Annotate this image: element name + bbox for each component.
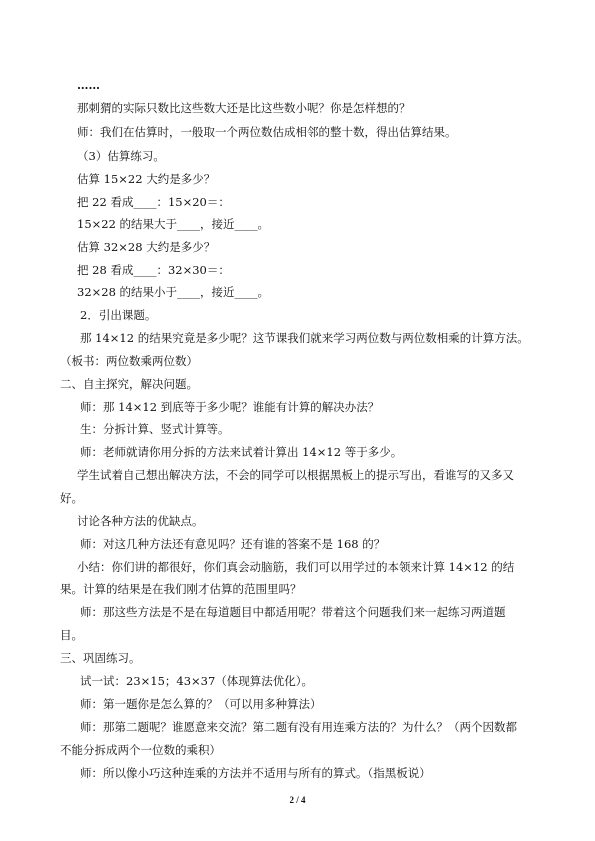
subsection-heading: （3）估算练习。 xyxy=(77,149,165,163)
ellipsis-line: …… xyxy=(77,78,100,92)
paragraph-line: 试一试：23×15；43×37（体现算法优化）。 xyxy=(80,674,314,688)
section-heading: 三、巩固练习。 xyxy=(60,651,141,665)
exercise-line: 把 22 看成____：15×20＝： xyxy=(77,195,230,209)
paragraph-line: 师：那这些方法是不是在每道题目中都适用呢？带着这个问题我们来一起练习两道题 xyxy=(80,605,506,619)
section-heading: 二、自主探究，解决问题。 xyxy=(60,377,198,391)
exercise-line: 估算 15×22 大约是多少？ xyxy=(77,172,216,186)
page-number: 2 / 4 xyxy=(289,795,306,805)
paragraph-line: 不能分拆成两个一位数的乘积） xyxy=(60,743,221,757)
paragraph-line: （板书：两位数乘两位数） xyxy=(60,354,198,368)
exercise-line: 把 28 看成____：32×30＝： xyxy=(77,263,230,277)
paragraph-line: 讨论各种方法的优缺点。 xyxy=(77,514,204,528)
paragraph-line: 小结：你们讲的都很好，你们真会动脑筋，我们可以用学过的本领来计算 14×12 的结 xyxy=(77,560,515,574)
paragraph-line: 果。计算的结果是在我们刚才估算的范围里吗？ xyxy=(60,582,302,596)
paragraph-line: 学生试着自己想出解决方法，不会的同学可以根据黑板上的提示写出，看谁写的又多又 xyxy=(77,468,514,482)
paragraph-line: 师：我们在估算时，一般取一个两位数估成相邻的整十数，得出估算结果。 xyxy=(77,125,457,139)
paragraph-line: 生：分拆计算、竖式计算等。 xyxy=(80,422,230,436)
exercise-line: 估算 32×28 大约是多少？ xyxy=(77,240,216,254)
paragraph-line: 那刺猬的实际只数比这些数大还是比这些数小呢？你是怎样想的？ xyxy=(77,101,411,115)
subsection-heading: 2．引出课题。 xyxy=(80,308,157,322)
paragraph-line: 师：对这几种方法还有意见吗？还有谁的答案不是 168 的？ xyxy=(80,537,386,551)
paragraph-line: 那 14×12 的结果究竟是多少呢？这节课我们就来学习两位数与两位数相乘的计算方法。 xyxy=(80,331,529,345)
paragraph-line: 师：第一题你是怎么算的？（可以用多种算法） xyxy=(80,697,322,711)
paragraph-line: 目。 xyxy=(60,628,83,642)
paragraph-line: 师：所以像小巧这种连乘的方法并不适用与所有的算式。（指黑板说） xyxy=(80,766,431,780)
exercise-line: 15×22 的结果大于____，接近____。 xyxy=(77,217,270,231)
paragraph-line: 好。 xyxy=(60,491,83,505)
paragraph-line: 师：那第二题呢？谁愿意来交流？第二题有没有用连乘方法的？为什么？（两个因数都 xyxy=(80,720,517,734)
paragraph-line: 师：老师就请你用分拆的方法来试着计算出 14×12 等于多少。 xyxy=(80,445,403,459)
paragraph-line: 师：那 14×12 到底等于多少呢？谁能有计算的解决办法？ xyxy=(80,400,380,414)
exercise-line: 32×28 的结果小于____，接近____。 xyxy=(77,285,270,299)
